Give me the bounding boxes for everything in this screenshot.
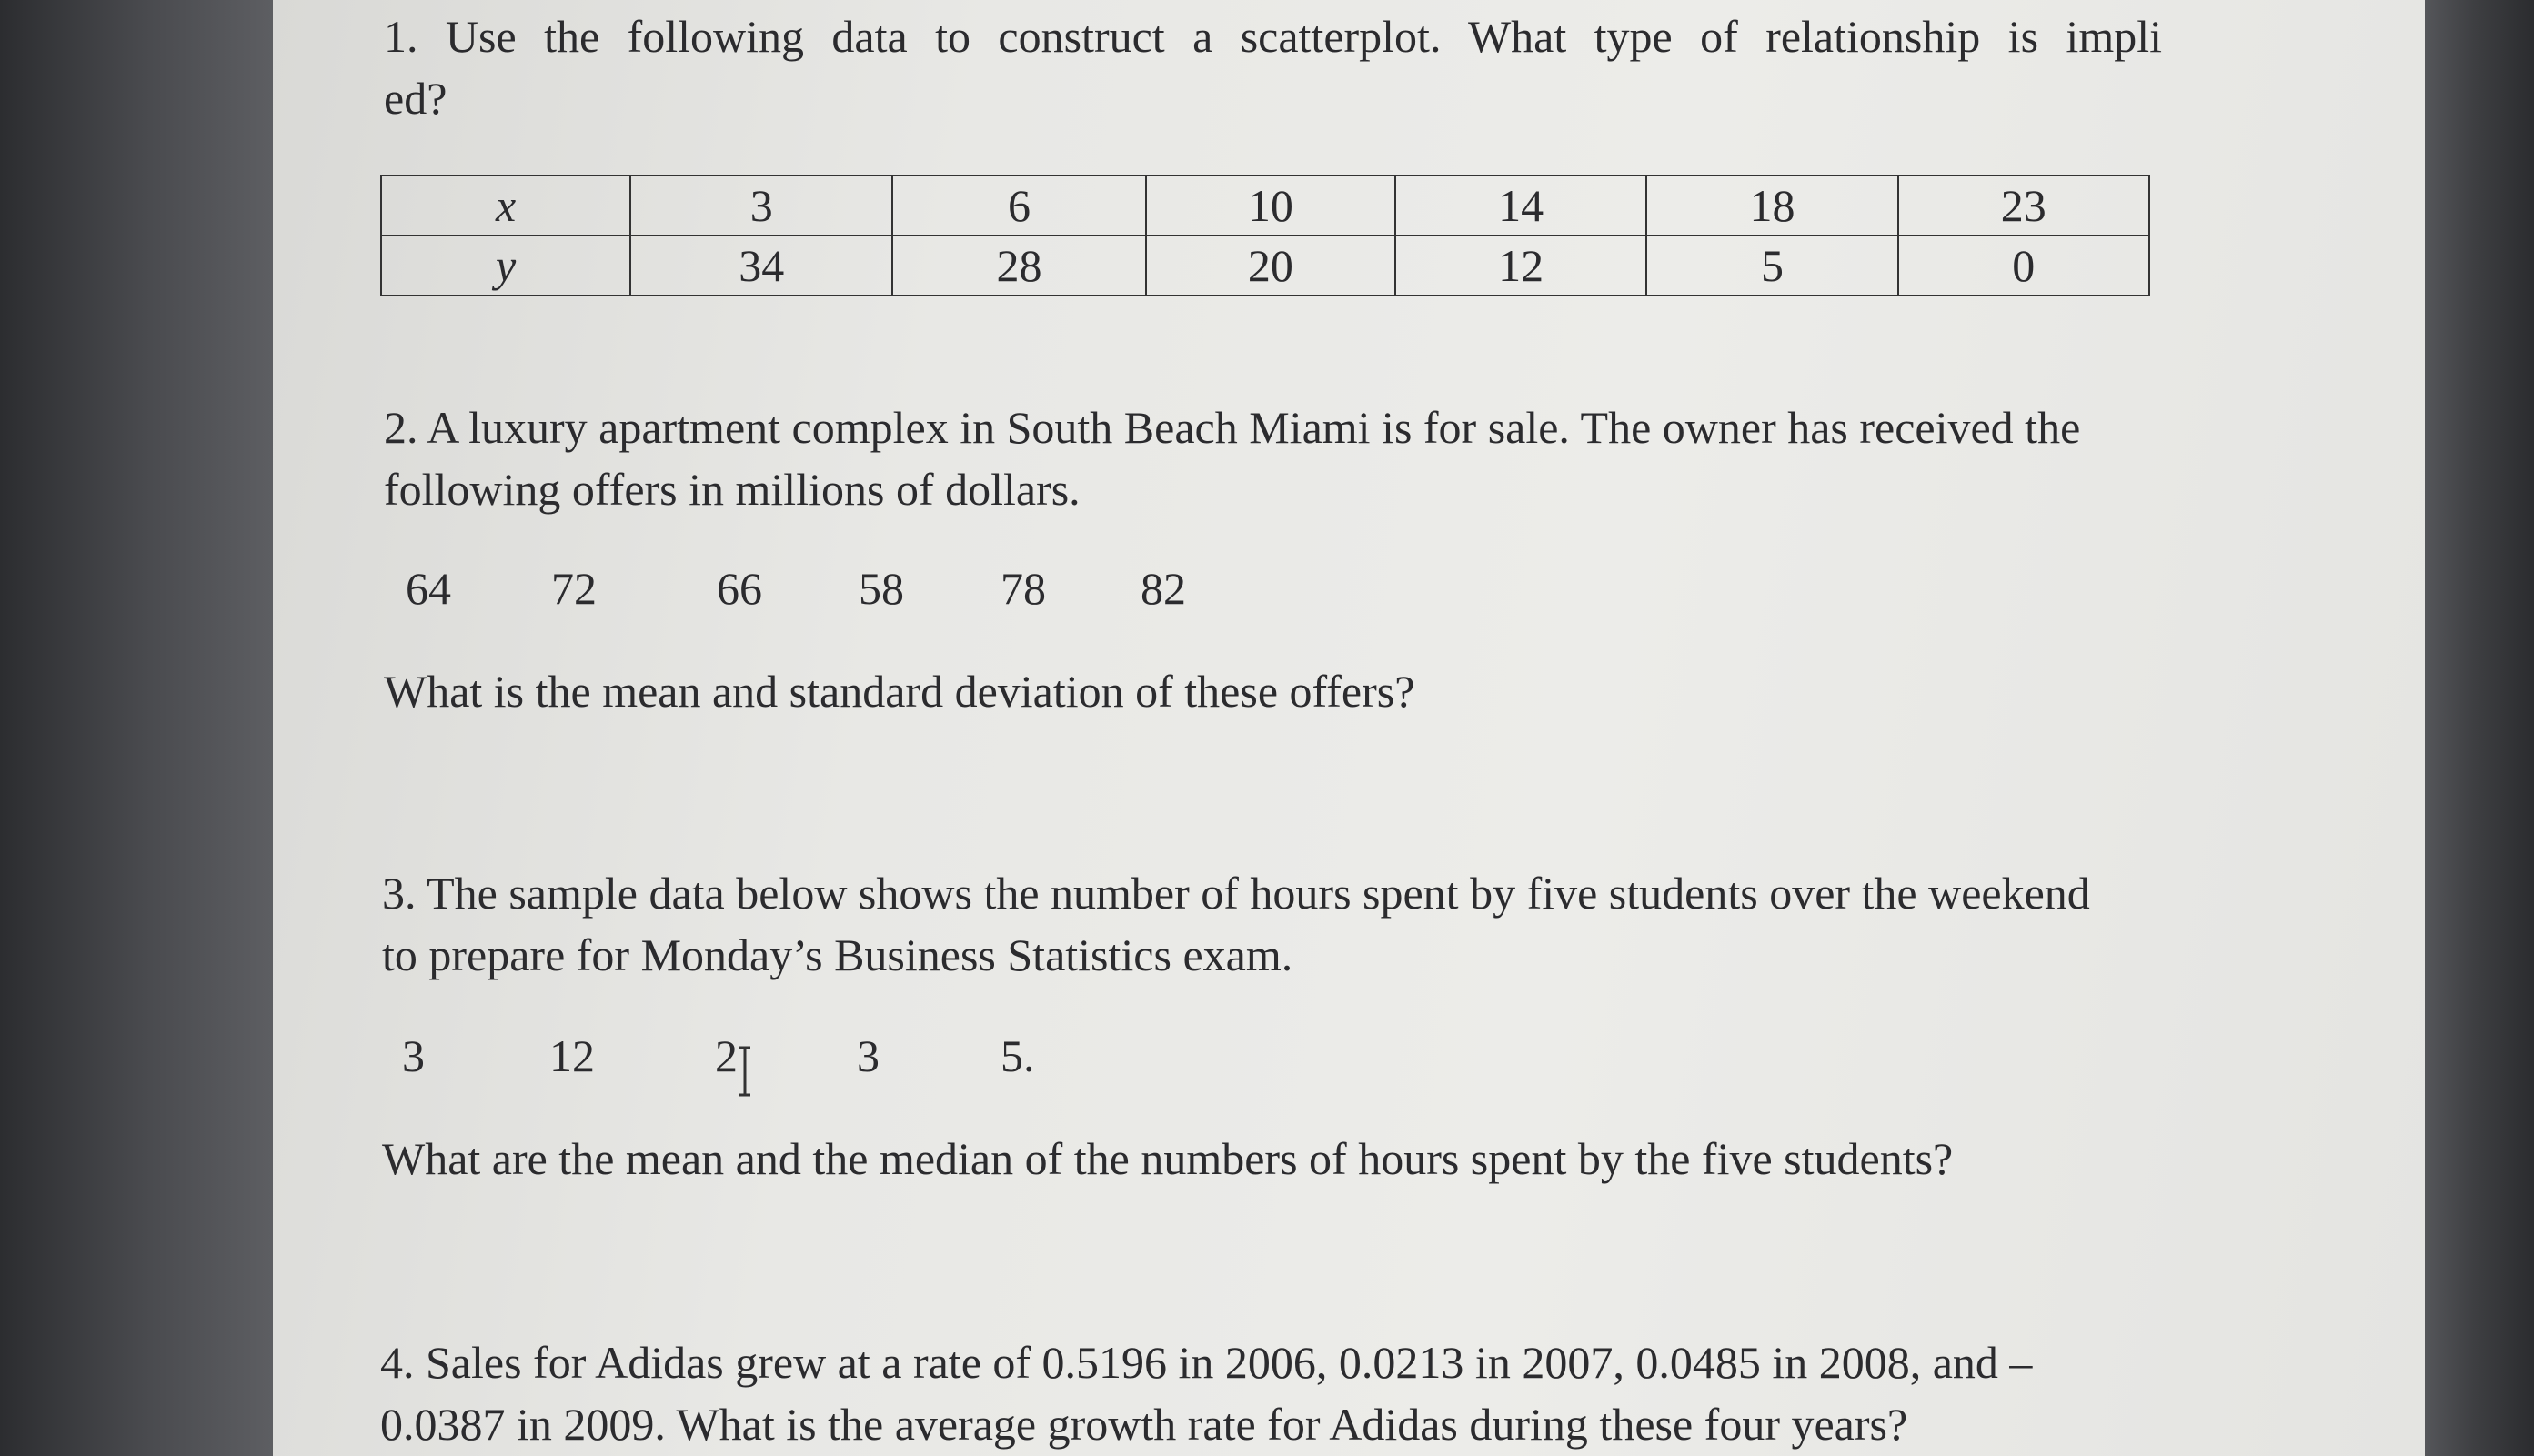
xy-data-table: [380, 175, 2150, 296]
question-3: [382, 862, 2090, 986]
offer-value: 82: [1141, 563, 1186, 614]
hours-value: 3: [402, 1030, 425, 1081]
offer-value: 72: [551, 563, 597, 614]
question-4: [380, 1331, 2032, 1455]
x-value-cell: 3: [630, 176, 892, 236]
x-value-cell: 14: [1395, 176, 1646, 236]
offer-value: 66: [717, 563, 762, 614]
offers-list: [273, 562, 2425, 617]
hours-value: 3: [857, 1030, 880, 1081]
offer-value: 64: [406, 563, 451, 614]
question-3-line-2: to prepare for Monday’s Business Statistics exam.: [382, 929, 1293, 980]
question-2: [384, 397, 2080, 520]
x-label-cell: x: [381, 176, 630, 236]
monitor-bezel-right: [2425, 0, 2534, 1456]
question-1-line-1: 1. Use the following data to construct a scatterplot. What type of relationship is impli: [384, 11, 2162, 62]
y-label-cell: y: [381, 236, 630, 296]
x-value-cell: 10: [1146, 176, 1395, 236]
y-value-cell: 12: [1395, 236, 1646, 296]
question-2-prompt: What is the mean and standard deviation of these offers?: [384, 666, 1415, 717]
offer-value: 58: [859, 563, 904, 614]
hours-value: 5.: [1001, 1030, 1035, 1081]
monitor-bezel-left: [0, 0, 273, 1456]
question-1-line-2: ed?: [384, 73, 447, 124]
hours-list: [273, 1029, 2425, 1084]
document-page: [273, 0, 2425, 1456]
text-cursor-icon: [739, 1046, 748, 1097]
x-value-cell: 23: [1898, 176, 2149, 236]
x-value-cell: 18: [1646, 176, 1897, 236]
y-value-cell: 20: [1146, 236, 1395, 296]
question-2-line-1: 2. A luxury apartment complex in South Beach Miami is for sale. The owner has received the: [384, 402, 2081, 453]
y-value-cell: 5: [1646, 236, 1897, 296]
y-value-cell: 28: [892, 236, 1145, 296]
table-row-x: [381, 176, 2149, 236]
question-4-line-2: 0.0387 in 2009. What is the average growth rate for Adidas during these four years?: [380, 1399, 1908, 1450]
question-3-line-1: 3. The sample data below shows the number of hours spent by five students over the weekend: [382, 868, 2090, 919]
hours-value: 12: [549, 1030, 595, 1081]
hours-value: 2: [715, 1030, 738, 1081]
y-value-cell: 0: [1898, 236, 2149, 296]
table-row-y: [381, 236, 2149, 296]
question-1: [384, 5, 2162, 129]
question-3-prompt: What are the mean and the median of the numbers of hours spent by the five students?: [382, 1133, 1954, 1184]
y-value-cell: 34: [630, 236, 892, 296]
question-4-line-1: 4. Sales for Adidas grew at a rate of 0.5196 in 2006, 0.0213 in 2007, 0.0485 in 2008, and –: [380, 1337, 2033, 1388]
x-value-cell: 6: [892, 176, 1145, 236]
offer-value: 78: [1001, 563, 1046, 614]
question-2-line-2: following offers in millions of dollars.: [384, 464, 1081, 515]
